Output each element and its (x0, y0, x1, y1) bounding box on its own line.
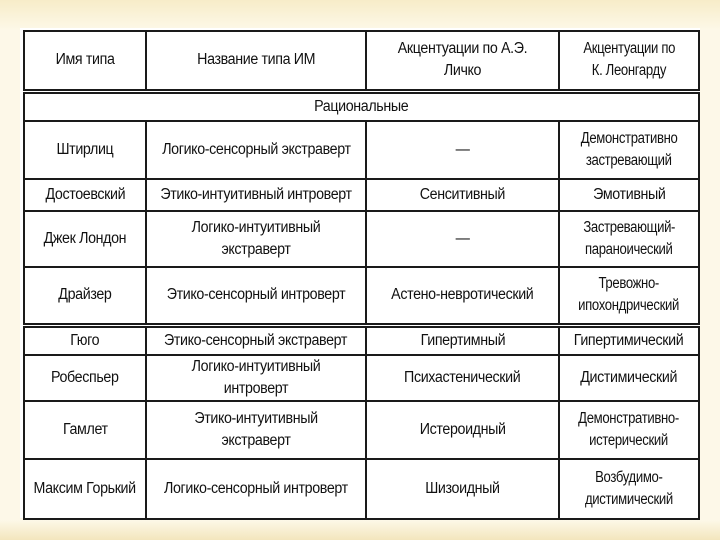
row-leonhard: Эмотивный (559, 179, 699, 211)
table-row (24, 179, 699, 211)
row-name: Джек Лондон (24, 211, 146, 267)
row-name: Максим Горький (24, 459, 146, 519)
header-row (24, 31, 699, 91)
row-leonhard: Возбудимо- дистимический (559, 459, 699, 519)
row-leonhard: Тревожно- ипохондрический (559, 267, 699, 325)
table-row (24, 355, 699, 401)
row-name: Драйзер (24, 267, 146, 325)
row-lichko: Астено-невротический (366, 267, 559, 325)
row-name: Достоевский (24, 179, 146, 211)
row-name: Штирлиц (24, 121, 146, 179)
table-row (24, 401, 699, 459)
row-im-type: Этико-сенсорный экстраверт (146, 325, 366, 355)
row-lichko: Сенситивный (366, 179, 559, 211)
table-row (24, 267, 699, 325)
table-row (24, 211, 699, 267)
row-leonhard: Демонстративно- истерический (559, 401, 699, 459)
header-lichko: Акцентуации по А.Э. Личко (366, 31, 559, 91)
row-lichko: Гипертимный (366, 325, 559, 355)
row-im-type: Этико-сенсорный интроверт (146, 267, 366, 325)
types-table (23, 30, 700, 520)
row-leonhard: Дистимический (559, 355, 699, 401)
row-lichko: Психастенический (366, 355, 559, 401)
row-lichko: Истероидный (366, 401, 559, 459)
section-row (24, 91, 699, 121)
row-im-type: Логико-интуитивный экстраверт (146, 211, 366, 267)
row-lichko: — (366, 211, 559, 267)
row-lichko: Шизоидный (366, 459, 559, 519)
header-im-type: Название типа ИМ (146, 31, 366, 91)
table-row (24, 325, 699, 355)
row-im-type: Логико-сенсорный интроверт (146, 459, 366, 519)
row-name: Гюго (24, 325, 146, 355)
header-leonhard: Акцентуации по К. Леонгарду (559, 31, 699, 91)
section-label: Рациональные (24, 91, 699, 121)
row-leonhard: Демонстративно застревающий (559, 121, 699, 179)
row-leonhard: Застревающий- параноический (559, 211, 699, 267)
row-name: Гамлет (24, 401, 146, 459)
row-im-type: Логико-интуитивный интроверт (146, 355, 366, 401)
table-row (24, 121, 699, 179)
row-im-type: Этико-интуитивный экстраверт (146, 401, 366, 459)
row-im-type: Логико-сенсорный экстраверт (146, 121, 366, 179)
row-lichko: — (366, 121, 559, 179)
table-row (24, 459, 699, 519)
header-type-name: Имя типа (24, 31, 146, 91)
row-leonhard: Гипертимический (559, 325, 699, 355)
row-im-type: Этико-интуитивный интроверт (146, 179, 366, 211)
row-name: Робеспьер (24, 355, 146, 401)
